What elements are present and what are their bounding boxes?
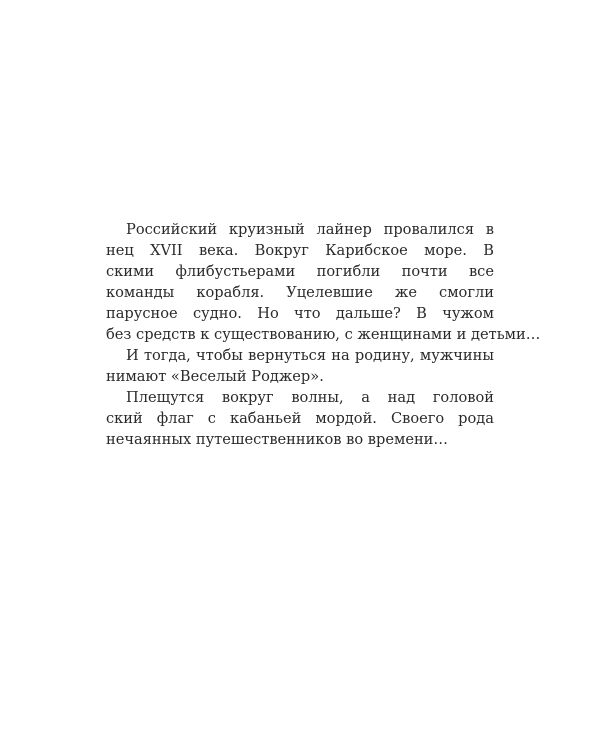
text-line: парусное судно. Но что дальше? В чужом <box>106 305 494 322</box>
text-line: Российский круизный лайнер провалился в <box>126 221 494 238</box>
paragraph-2 <box>106 345 494 387</box>
text-line: нец XVII века. Вокруг Карибское море. В <box>106 242 494 259</box>
text-line: Плещутся вокруг волны, а над головой <box>126 389 494 406</box>
text-line: нимают «Веселый Роджер». <box>106 368 324 385</box>
annotation-text <box>106 219 541 450</box>
text-line: И тогда, чтобы вернуться на родину, мужчины <box>126 347 494 364</box>
text-line: нечаянных путешественников во времени… <box>106 431 448 448</box>
paragraph-1 <box>106 219 541 345</box>
text-line: ский флаг с кабаньей мордой. Своего рода <box>106 410 494 427</box>
text-line: без средств к существованию, с женщинами и детьми… <box>106 326 541 343</box>
text-line: команды корабля. Уцелевшие же смогли <box>106 284 494 301</box>
paragraph-3 <box>106 387 494 450</box>
text-line: скими флибустьерами погибли почти все <box>106 263 494 280</box>
